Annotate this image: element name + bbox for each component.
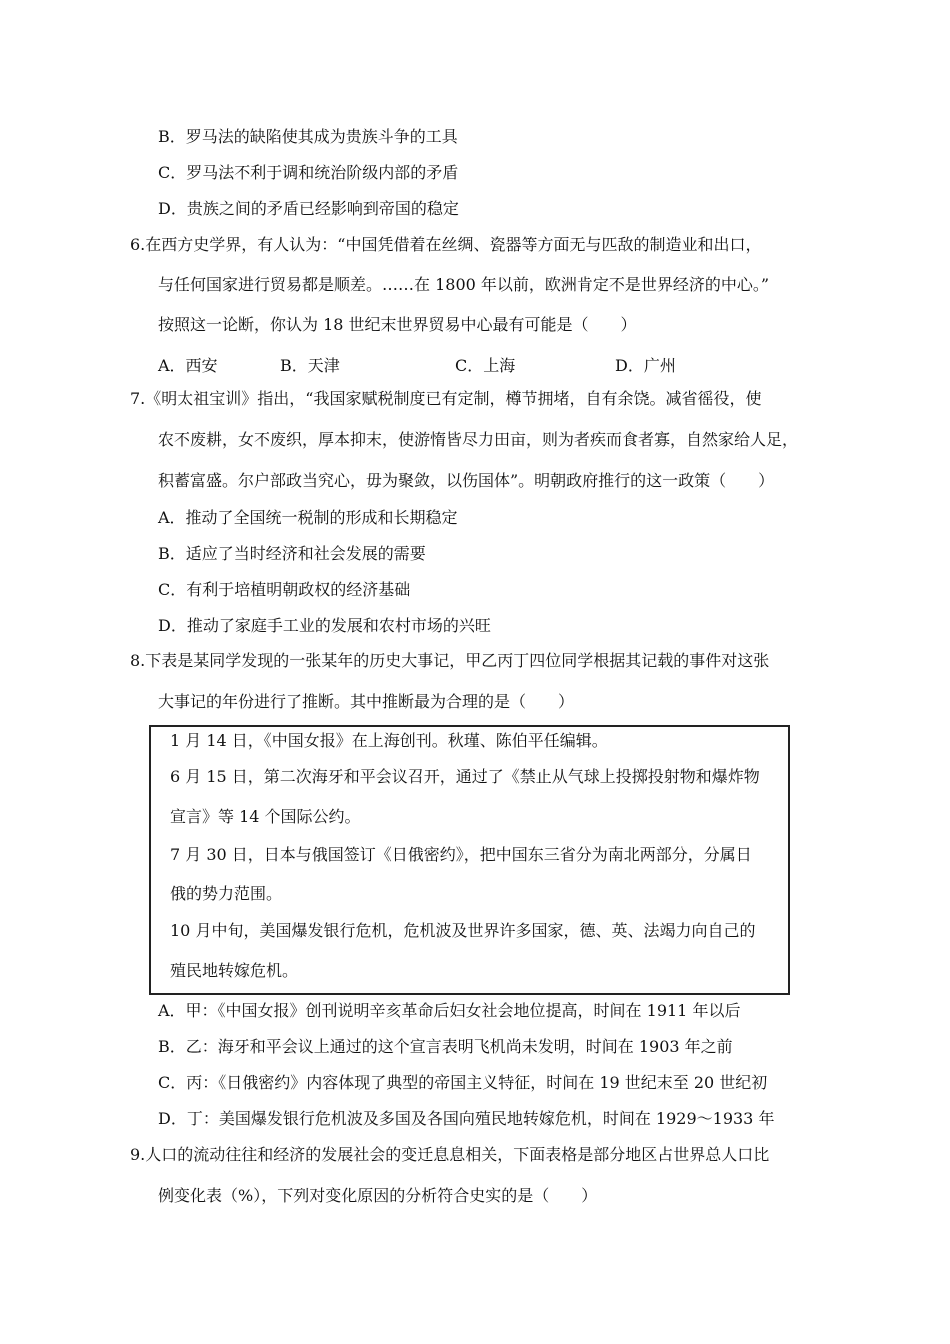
q8-option-d: D．丁：美国爆发银行危机波及多国及各国向殖民地转嫁危机，时间在 1929～1933 年 xyxy=(158,1109,775,1128)
q5-option-d: D．贵族之间的矛盾已经影响到帝国的稳定 xyxy=(158,199,459,218)
q8-box-line-4: 7 月 30 日，日本与俄国签订《日俄密约》，把中国东三省分为南北两部分，分属日 xyxy=(170,845,752,864)
q7-stem-line-3: 积蓄富盛。尔户部政当究心，毋为聚敛，以伤国体”。明朝政府推行的这一政策（ ） xyxy=(158,471,775,490)
q5-option-b: B．罗马法的缺陷使其成为贵族斗争的工具 xyxy=(158,127,458,146)
q6-option-c: C．上海 xyxy=(455,356,516,375)
q8-box-line-2: 6 月 15 日，第二次海牙和平会议召开，通过了《禁止从气球上投掷投射物和爆炸物 xyxy=(170,767,760,786)
q6-option-d: D．广州 xyxy=(615,356,676,375)
q9-stem-line-2: 例变化表（%），下列对变化原因的分析符合史实的是（ ） xyxy=(158,1186,598,1205)
q9-stem-line-1: 9.人口的流动往往和经济的发展社会的变迁息息相关，下面表格是部分地区占世界总人口比 xyxy=(130,1145,770,1164)
q8-option-a: A．甲：《中国女报》创刊说明辛亥革命后妇女社会地位提高，时间在 1911 年以后 xyxy=(158,1001,741,1020)
q5-option-c: C．罗马法不利于调和统治阶级内部的矛盾 xyxy=(158,163,459,182)
q7-option-b: B．适应了当时经济和社会发展的需要 xyxy=(158,544,426,563)
q6-option-b: B．天津 xyxy=(280,356,340,375)
q6-stem-line-2: 与任何国家进行贸易都是顺差。……在 1800 年以前，欧洲肯定不是世界经济的中心。” xyxy=(158,275,770,294)
q6-option-a: A．西安 xyxy=(158,356,218,375)
q8-box-line-3: 宣言》等 14 个国际公约。 xyxy=(170,807,361,826)
q7-option-c: C．有利于培植明朝政权的经济基础 xyxy=(158,580,411,599)
q6-stem-line-1: 6.在西方史学界，有人认为：“中国凭借着在丝绸、瓷器等方面无与匹敌的制造业和出口， xyxy=(130,235,762,254)
q8-box-line-7: 殖民地转嫁危机。 xyxy=(170,961,299,980)
q8-box-line-6: 10 月中旬，美国爆发银行危机，危机波及世界许多国家，德、英、法竭力向自己的 xyxy=(170,921,756,940)
q6-stem-line-3: 按照这一论断，你认为 18 世纪末世界贸易中心最有可能是（ ） xyxy=(158,315,637,334)
q8-option-b: B．乙：海牙和平会议上通过的这个宣言表明飞机尚未发明，时间在 1903 年之前 xyxy=(158,1037,733,1056)
q8-stem-line-2: 大事记的年份进行了推断。其中推断最为合理的是（ ） xyxy=(158,692,575,711)
q7-stem-line-1: 7.《明太祖宝训》指出，“我国家赋税制度已有定制，樽节拥堵，自有余饶。减省徭役，使 xyxy=(130,389,762,408)
q6-options xyxy=(0,353,950,373)
q7-option-d: D．推动了家庭手工业的发展和农村市场的兴旺 xyxy=(158,616,491,635)
q8-option-c: C．丙：《日俄密约》内容体现了典型的帝国主义特征，时间在 19 世纪末至 20 世纪初 xyxy=(158,1073,768,1092)
q8-box-line-5: 俄的势力范围。 xyxy=(170,884,283,903)
q8-stem-line-1: 8.下表是某同学发现的一张某年的历史大事记，甲乙丙丁四位同学根据其记载的事件对这张 xyxy=(130,651,770,670)
q7-stem-line-2: 农不废耕，女不废织，厚本抑末，使游惰皆尽力田亩，则为者疾而食者寡，自然家给人足， xyxy=(158,430,799,449)
q7-option-a: A．推动了全国统一税制的形成和长期稳定 xyxy=(158,508,458,527)
q8-box-line-1: 1 月 14 日，《中国女报》在上海创刊。秋瑾、陈伯平任编辑。 xyxy=(170,731,608,750)
